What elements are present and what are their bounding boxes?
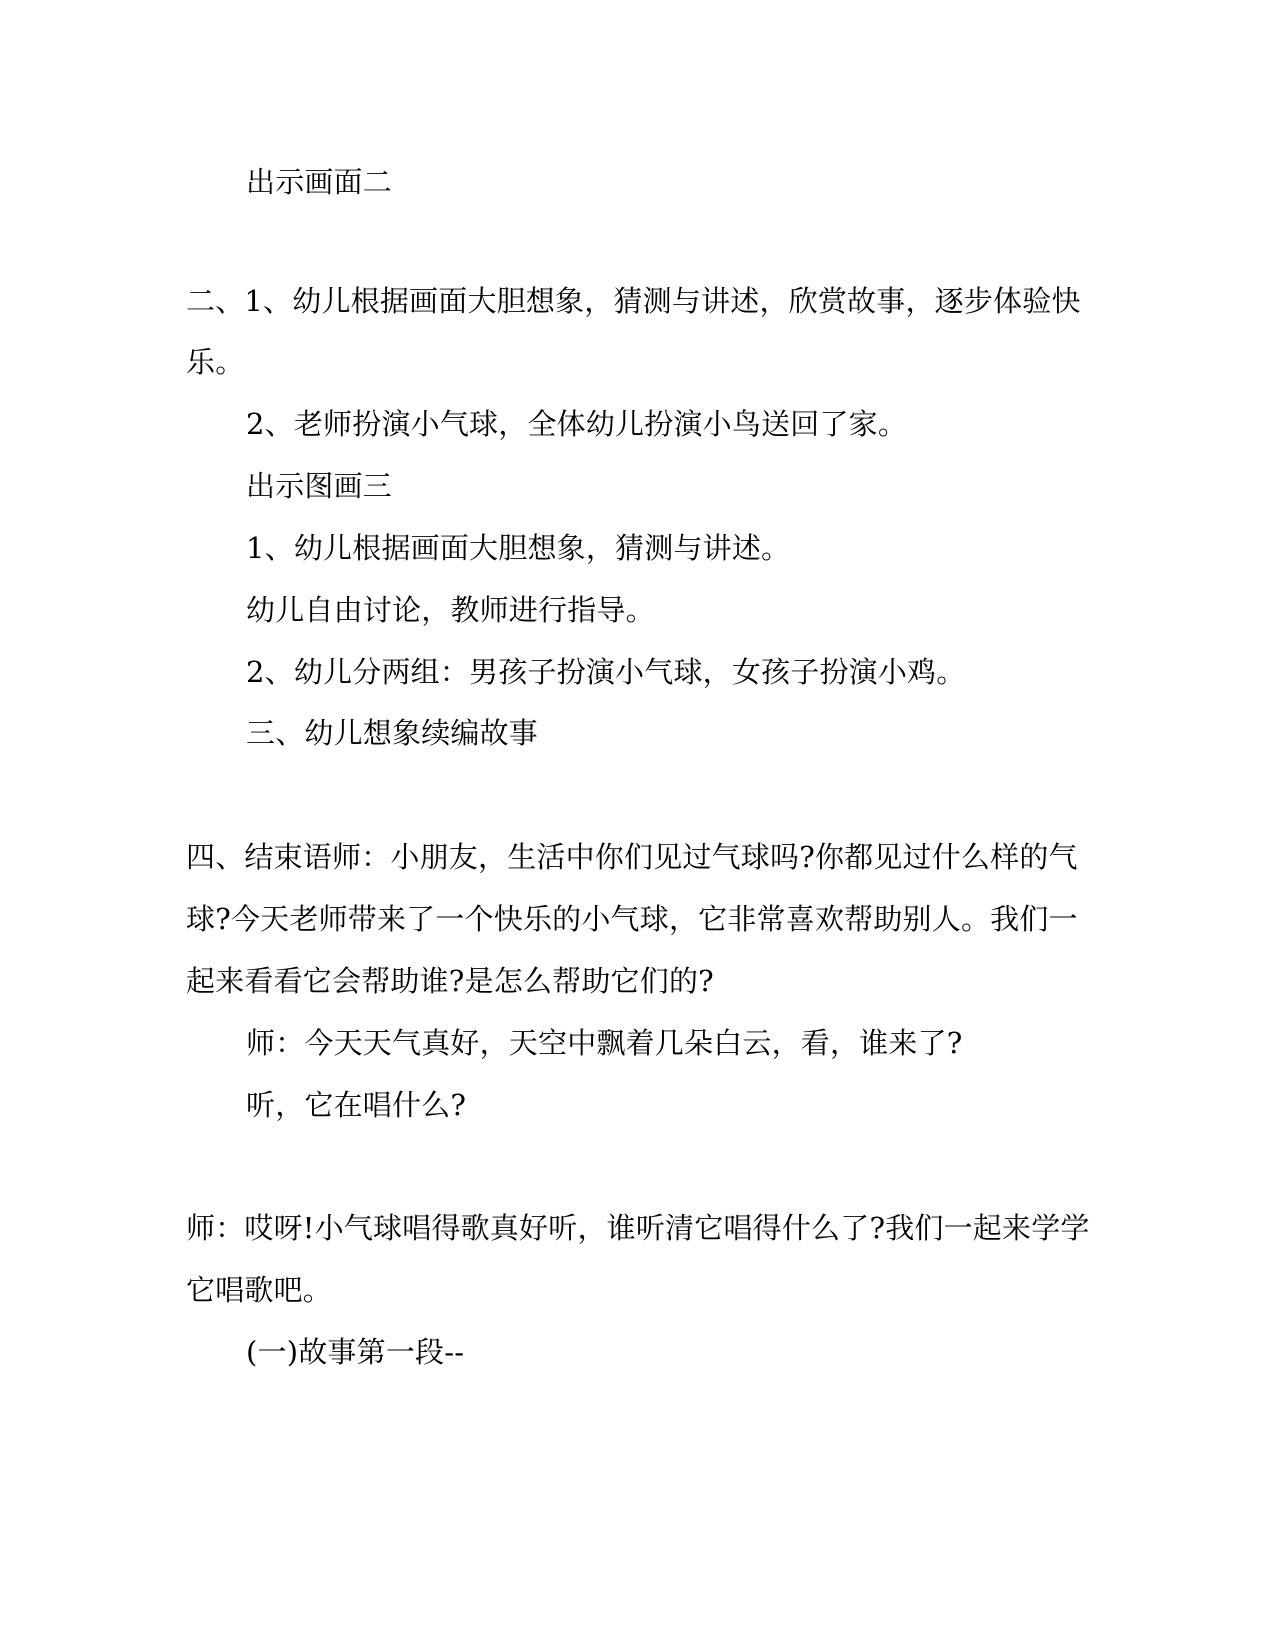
paragraph-show-picture-three: 出示图画三 [246, 469, 393, 503]
paragraph-teacher-plays-balloon: 2、老师扮演小气球，全体幼儿扮演小鸟送回了家。 [246, 407, 908, 441]
paragraph-section-four-line-3: 起来看看它会帮助谁?是怎么帮助它们的? [186, 964, 714, 998]
paragraph-section-three: 三、幼儿想象续编故事 [246, 716, 539, 750]
paragraph-imagine-and-tell: 1、幼儿根据画面大胆想象，猜测与讲述。 [246, 531, 791, 565]
paragraph-teacher-song-line-1: 师：哎呀!小气球唱得歌真好听，谁听清它唱得什么了?我们一起来学学 [186, 1211, 1090, 1245]
paragraph-teacher-song-line-2: 它唱歌吧。 [186, 1273, 333, 1307]
paragraph-section-four-line-1: 四、结束语师：小朋友，生活中你们见过气球吗?你都见过什么样的气 [186, 840, 1078, 874]
paragraph-story-part-one: (一)故事第一段-- [246, 1335, 465, 1369]
paragraph-section-two-line-2: 乐。 [186, 345, 245, 379]
paragraph-teacher-weather: 师：今天天气真好，天空中飘着几朵白云，看，谁来了? [246, 1026, 963, 1060]
paragraph-section-two-line-1: 二、1、幼儿根据画面大胆想象，猜测与讲述，欣赏故事，逐步体验快 [186, 284, 1081, 318]
paragraph-two-groups: 2、幼儿分两组：男孩子扮演小气球，女孩子扮演小鸡。 [246, 655, 966, 689]
paragraph-show-scene-two: 出示画面二 [246, 165, 393, 199]
paragraph-listen-singing: 听，它在唱什么? [246, 1088, 467, 1122]
paragraph-section-four-line-2: 球?今天老师带来了一个快乐的小气球，它非常喜欢帮助别人。我们一 [186, 902, 1078, 936]
paragraph-free-discussion: 幼儿自由讨论，教师进行指导。 [246, 593, 655, 627]
